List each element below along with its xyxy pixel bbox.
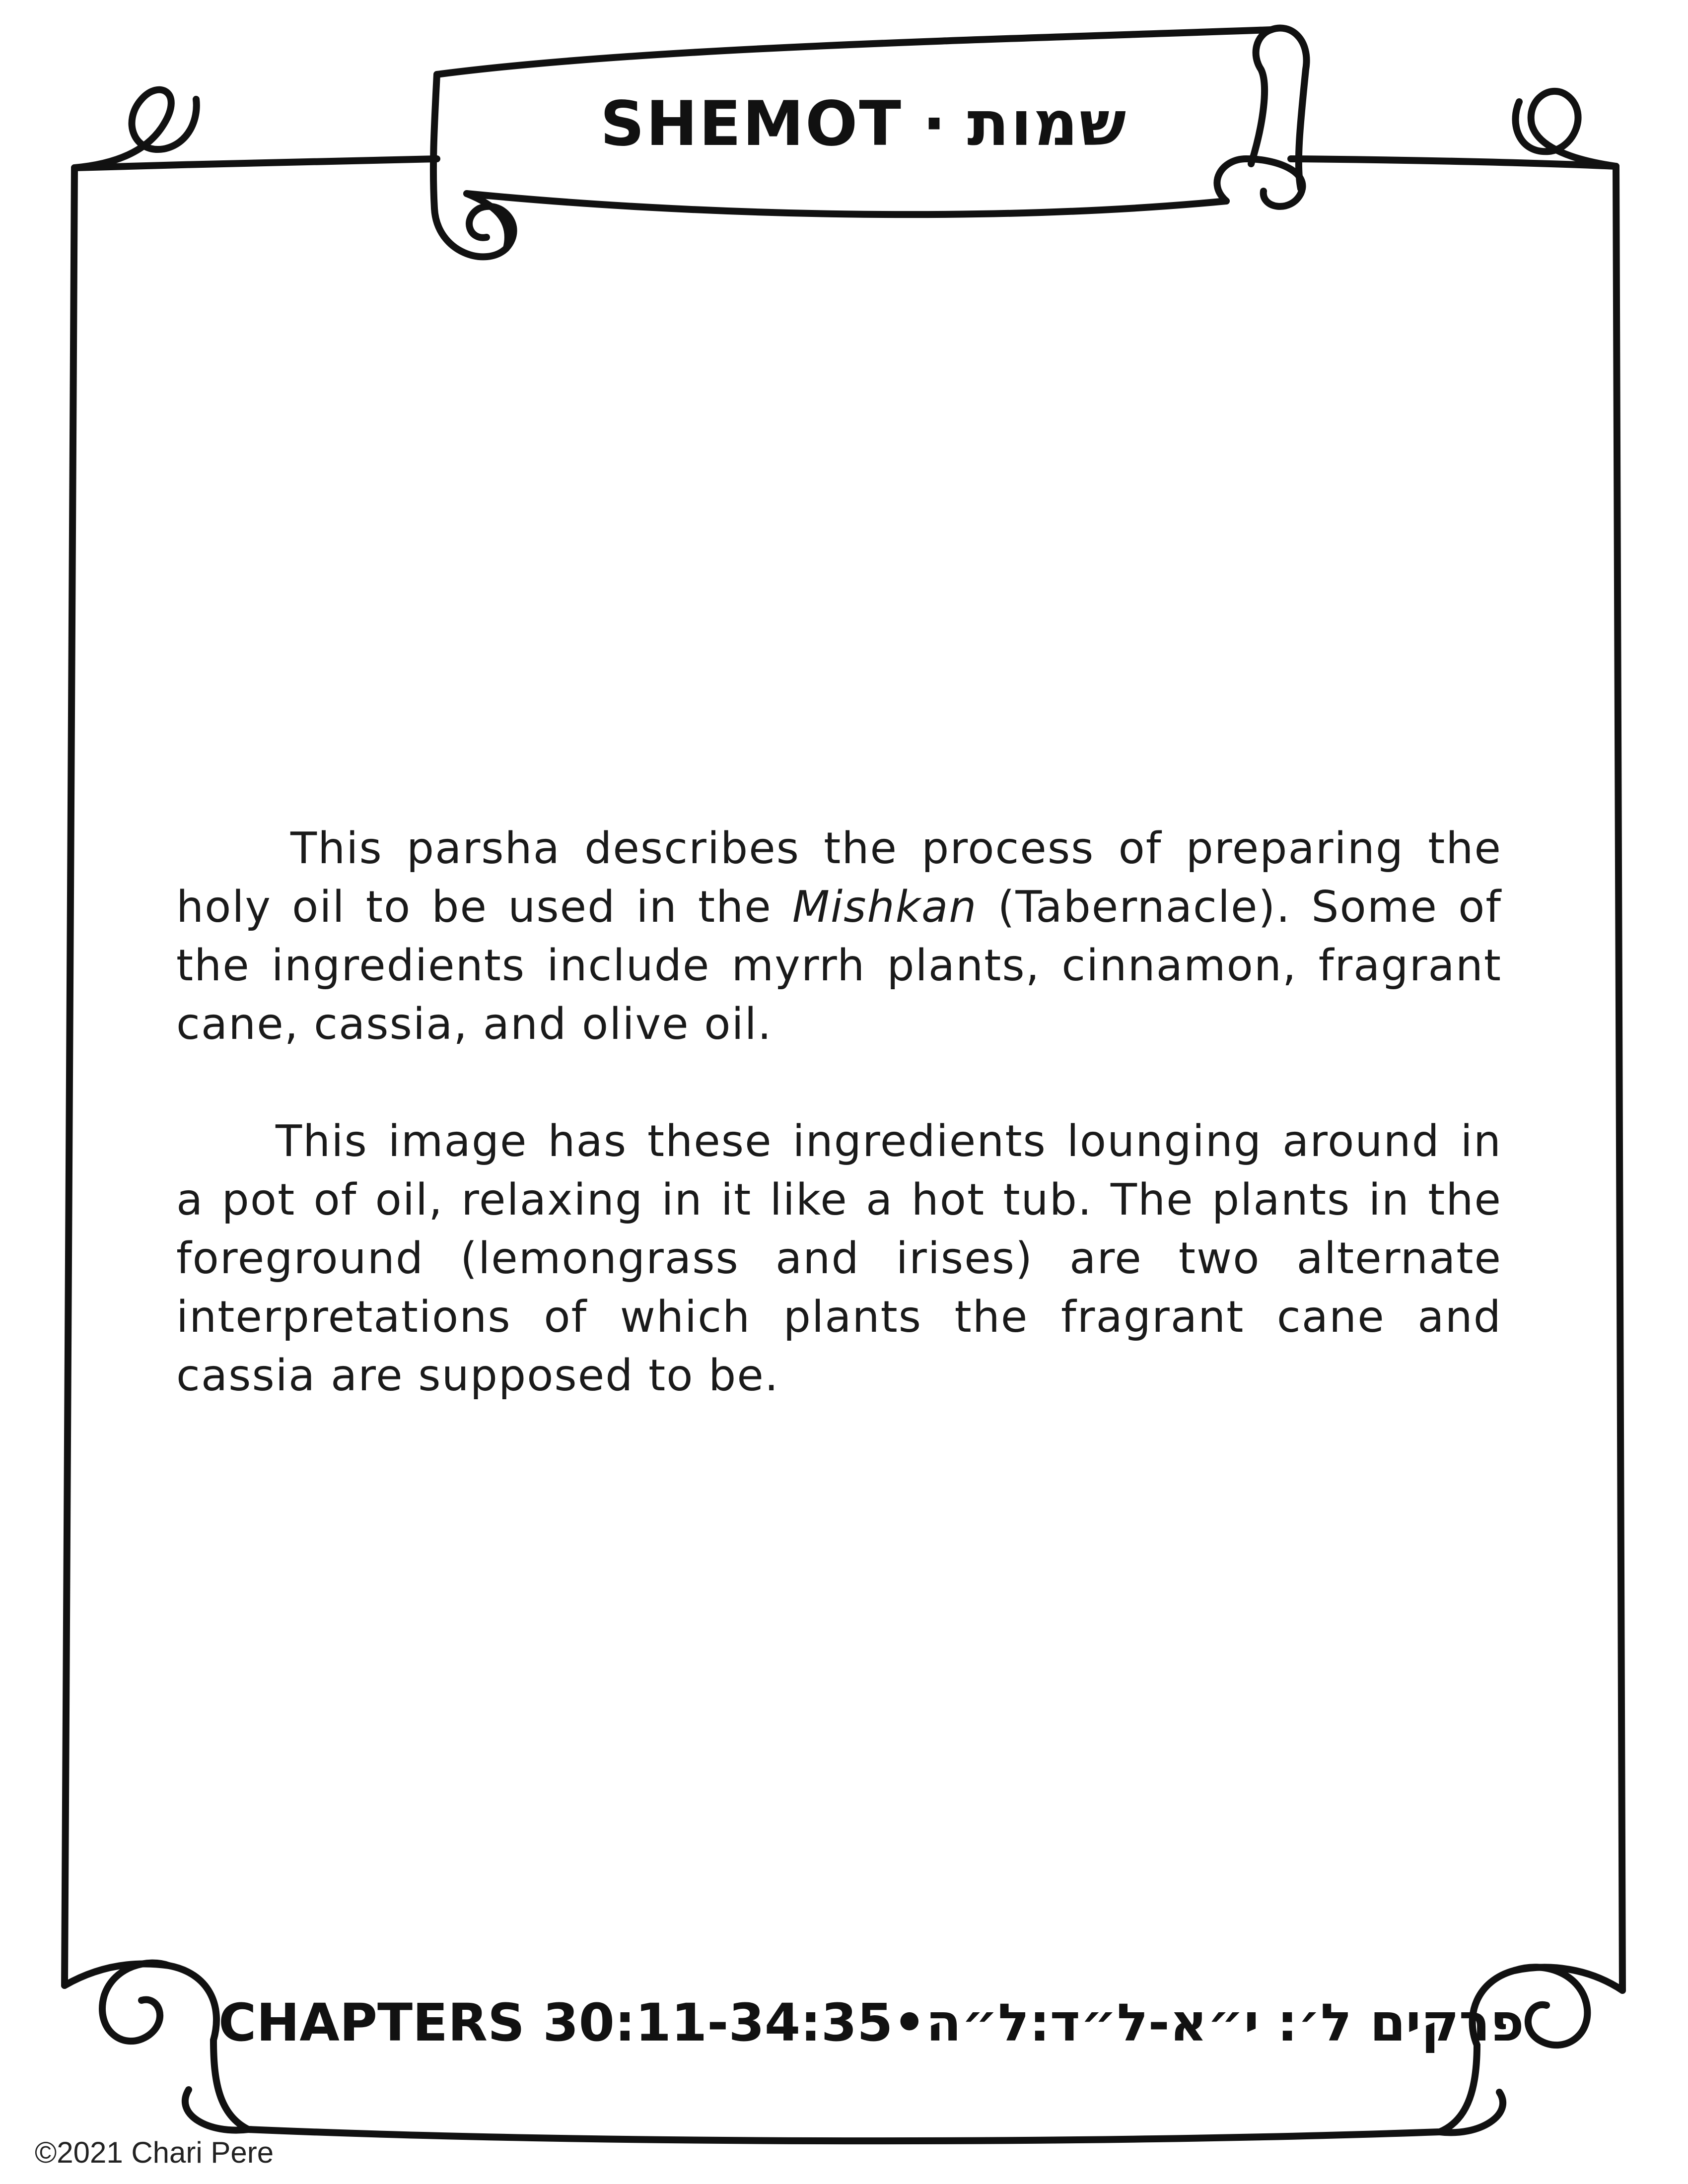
chapters-footer — [218, 1973, 1524, 2072]
chapters-hebrew: פרקים ל׳: י״א-ל״ד:ל״ה — [925, 1992, 1524, 2053]
page-title — [477, 74, 1251, 174]
title-english: SHEMOT — [600, 88, 903, 160]
chapters-separator: • — [893, 1992, 926, 2053]
left-border — [65, 168, 74, 1985]
mishkan-term: Mishkan — [792, 882, 978, 932]
right-border — [1616, 166, 1622, 1990]
bottom-left-curl — [102, 1963, 169, 2042]
bottom-right-curl — [1514, 1967, 1587, 2045]
top-right-curl — [1516, 91, 1617, 166]
top-border-right — [1291, 159, 1616, 166]
banner-top — [437, 30, 1271, 74]
title-hebrew: שמות — [967, 88, 1128, 160]
title-separator: · — [922, 88, 948, 160]
paragraph-1-start: This parsha describes the process of preparing the holy oil to be used in the — [176, 823, 1502, 932]
description-text — [176, 819, 1502, 1463]
top-border-left — [74, 159, 437, 168]
copyright-notice: ©2021 Chari Pere — [35, 2136, 274, 2169]
top-left-curl — [74, 90, 197, 168]
paragraph-2: This image has these ingredients lounging around in a pot of oil, relaxing in it like a hot tub. The plants in the foreground (lemongrass and irises) are two alternate interpretations of which plants the fragrant cane and cassia are supposed to be. — [176, 1116, 1502, 1401]
paragraph-1 — [176, 819, 1502, 1053]
paragraph-1-end: (Tabernacle). Some of the ingredients include myrrh plants, cinnamon, fragrant cane, cassia, and olive oil. — [176, 882, 1502, 1049]
banner-right-inner — [1251, 30, 1271, 164]
banner-bottom — [467, 194, 1226, 214]
banner-left-edge — [433, 74, 437, 208]
chapters-english: CHAPTERS 30:11-34:35• — [218, 1992, 926, 2053]
